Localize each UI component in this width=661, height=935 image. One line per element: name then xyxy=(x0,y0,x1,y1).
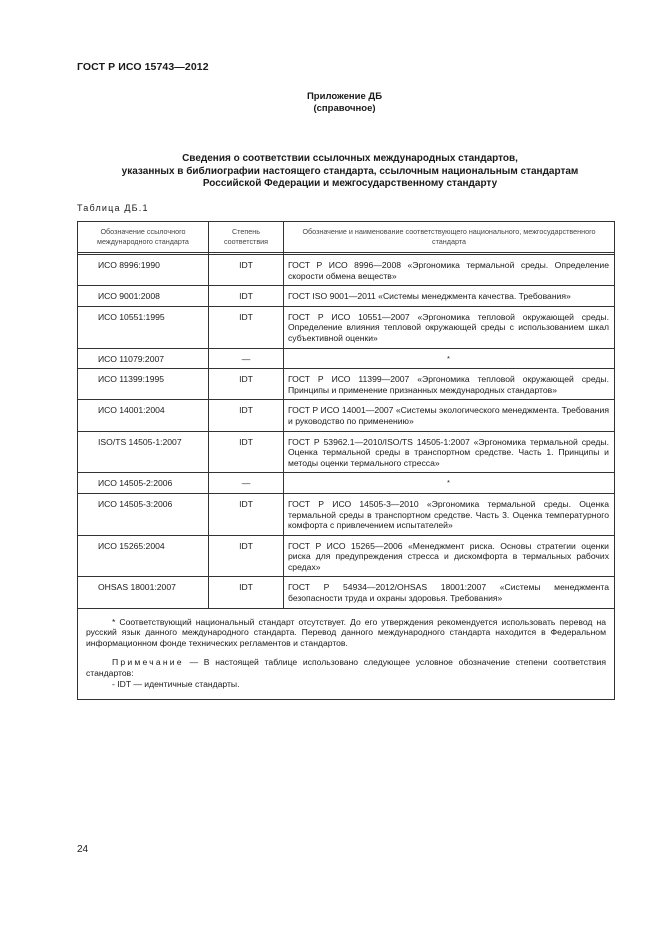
table-row xyxy=(78,348,615,369)
cell-national-standard: ГОСТ Р 54934—2012/OHSAS 18001:2007 «Системы менеджмента безопасности труда и охраны здоровья. Требования» xyxy=(284,577,615,608)
cell-degree: IDT xyxy=(209,255,284,286)
cell-national-standard: ГОСТ Р ИСО 14505-3—2010 «Эргономика термальной среды. Оценка термальной среды в транспортном средстве. Часть 3. Оценка температурного комфорта с привлечением испытателей» xyxy=(284,493,615,535)
note-text: — В настоящей таблице использовано следующее условное обозначение степени соответствия стандартов: xyxy=(86,657,606,679)
table-row xyxy=(78,306,615,348)
header-international-standard: Обозначение ссылочного международного стандарта xyxy=(78,222,209,253)
table-row xyxy=(78,369,615,400)
cell-degree: IDT xyxy=(209,286,284,307)
cell-international-standard: ISO/TS 14505-1:2007 xyxy=(78,431,209,473)
header-degree: Степень соответствия xyxy=(209,222,284,253)
title-line: указанных в библиографии настоящего стандарта, ссылочным национальным стандартам xyxy=(121,165,579,177)
cell-national-standard: ГОСТ Р ИСО 11399—2007 «Эргономика тепловой окружающей среды. Принципы и применение признанных международных стандартов» xyxy=(284,369,615,400)
cell-national-standard: ГОСТ Р ИСО 10551—2007 «Эргономика тепловой окружающей среды. Определение влияния тепловой окружающей среды с использованием шкал субъективной оценки» xyxy=(284,306,615,348)
cell-degree: IDT xyxy=(209,577,284,608)
cell-degree: — xyxy=(209,348,284,369)
title-line: Сведения о соответствии ссылочных международных стандартов, xyxy=(182,153,518,164)
table-row xyxy=(78,493,615,535)
cell-degree: IDT xyxy=(209,369,284,400)
table-footer xyxy=(78,608,615,700)
annex-subtitle: (справочное) xyxy=(313,103,376,114)
cell-international-standard: ИСО 9001:2008 xyxy=(78,286,209,307)
cell-degree: — xyxy=(209,473,284,494)
cell-national-standard: ГОСТ Р ИСО 14001—2007 «Системы экологического менеджмента. Требования и руководство по применению» xyxy=(284,400,615,431)
cell-international-standard: ИСО 8996:1990 xyxy=(78,255,209,286)
page-number: 24 xyxy=(77,844,89,855)
cell-national-standard: * xyxy=(284,348,615,369)
table-row xyxy=(78,473,615,494)
cell-international-standard: ИСО 14505-2:2006 xyxy=(78,473,209,494)
cell-degree: IDT xyxy=(209,493,284,535)
cell-degree: IDT xyxy=(209,535,284,577)
table-row xyxy=(78,400,615,431)
cell-international-standard: OHSAS 18001:2007 xyxy=(78,577,209,608)
cell-national-standard: ГОСТ ISO 9001—2011 «Системы менеджмента качества. Требования» xyxy=(284,286,615,307)
cell-national-standard: ГОСТ Р 53962.1—2010/ISO/TS 14505-1:2007 «Эргономика термальной среды. Оценка термальной среды в транспортном средстве. Часть 1. Принципы и методы оценки термального стресса» xyxy=(284,431,615,473)
document-header: ГОСТ Р ИСО 15743—2012 xyxy=(77,61,209,73)
table-row xyxy=(78,286,615,307)
cell-national-standard: ГОСТ Р ИСО 8996—2008 «Эргономика термальной среды. Определение скорости обмена веществ» xyxy=(284,255,615,286)
cell-international-standard: ИСО 11079:2007 xyxy=(78,348,209,369)
section-title xyxy=(60,153,640,191)
cell-international-standard: ИСО 14001:2004 xyxy=(78,400,209,431)
annex-title: Приложение ДБ xyxy=(306,91,383,102)
table-row xyxy=(78,577,615,608)
cell-international-standard: ИСО 10551:1995 xyxy=(78,306,209,348)
table-row xyxy=(78,431,615,473)
note-item: - IDT — идентичные стандарты. xyxy=(112,678,240,689)
cell-degree: IDT xyxy=(209,400,284,431)
correspondence-table xyxy=(77,221,615,700)
header-national-standard: Обозначение и наименование соответствующего национального, межгосударственного стандарта xyxy=(284,222,615,253)
cell-national-standard: * xyxy=(284,473,615,494)
cell-international-standard: ИСО 15265:2004 xyxy=(78,535,209,577)
cell-degree: IDT xyxy=(209,431,284,473)
annex-heading xyxy=(0,91,661,115)
table-row xyxy=(78,255,615,286)
cell-national-standard: ГОСТ Р ИСО 15265—2006 «Менеджмент риска. Основы стратегии оценки риска для предупреждения стресса и дискомфорта в термальных рабочих средах» xyxy=(284,535,615,577)
table-row xyxy=(78,535,615,577)
note xyxy=(86,657,606,678)
table-footer-row xyxy=(78,608,615,700)
note-heading: Примечание xyxy=(112,657,184,668)
cell-international-standard: ИСО 11399:1995 xyxy=(78,369,209,400)
footnote: * Соответствующий национальный стандарт отсутствует. До его утверждения рекомендуется использовать перевод на русский язык данного международного стандарта. Перевод данного международного стандарта находится в Федеральном информационном фонде технических регламентов и стандартов. xyxy=(86,616,606,648)
correspondence-table-container xyxy=(77,221,614,700)
title-line: Российской Федерации и межгосударственному стандарту xyxy=(202,178,498,189)
cell-degree: IDT xyxy=(209,306,284,348)
table-header-row xyxy=(78,222,615,253)
table-caption: Таблица ДБ.1 xyxy=(77,203,149,213)
cell-international-standard: ИСО 14505-3:2006 xyxy=(78,493,209,535)
